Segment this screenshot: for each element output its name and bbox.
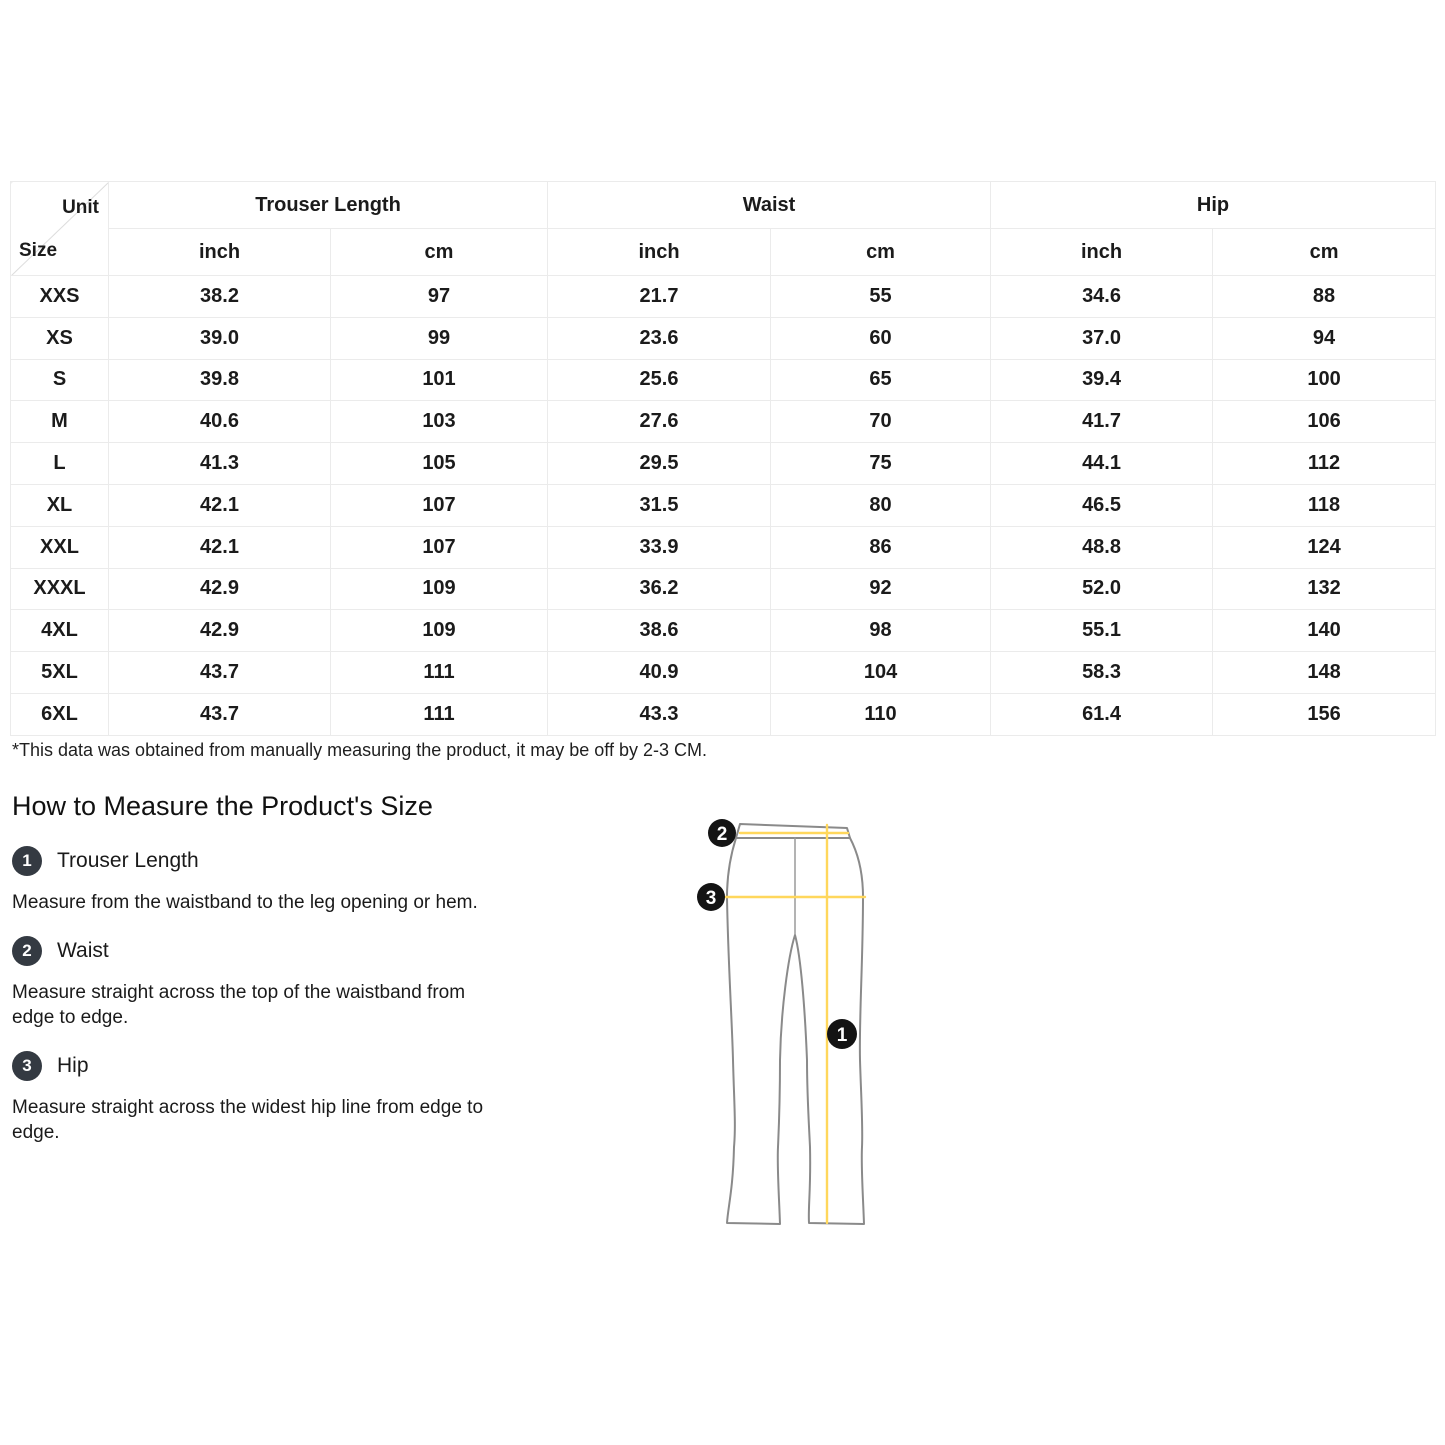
measurement-cell: 43.3 [548,693,771,735]
corner-unit-label: Unit [62,197,99,218]
size-cell: L [11,443,109,485]
measurement-cell: 104 [771,652,991,694]
measuring-guide [12,789,572,1145]
diagram-marker-1-label: 1 [836,1025,848,1046]
measurement-cell: 80 [771,484,991,526]
size-cell: XXXL [11,568,109,610]
measurement-cell: 94 [1213,317,1436,359]
measurement-cell: 132 [1213,568,1436,610]
measurement-cell: 48.8 [991,526,1213,568]
unit-header-hip-inch: inch [991,229,1213,276]
measurement-cell: 107 [331,526,548,568]
measurement-cell: 29.5 [548,443,771,485]
unit-header-waist-inch: inch [548,229,771,276]
measurement-cell: 55.1 [991,610,1213,652]
guide-item-trouser-length [12,846,572,876]
table-row-s [11,359,1436,401]
measurement-cell: 98 [771,610,991,652]
table-row-5xl [11,652,1436,694]
measurement-cell: 101 [331,359,548,401]
measurement-cell: 39.0 [109,317,331,359]
measurement-cell: 88 [1213,276,1436,318]
measurement-cell: 97 [331,276,548,318]
guide-item-label: Hip [57,1054,89,1078]
guide-item-hip [12,1051,572,1081]
unit-header-hip-cm: cm [1213,229,1436,276]
measurement-cell: 33.9 [548,526,771,568]
table-row-l [11,443,1436,485]
measurement-cell: 111 [331,652,548,694]
group-header-waist: Waist [548,182,991,229]
table-row-4xl [11,610,1436,652]
measurement-cell: 110 [771,693,991,735]
measurement-cell: 105 [331,443,548,485]
measurement-cell: 107 [331,484,548,526]
measurement-cell: 42.1 [109,484,331,526]
size-cell: XXS [11,276,109,318]
measurement-cell: 23.6 [548,317,771,359]
size-cell: S [11,359,109,401]
size-cell: 4XL [11,610,109,652]
measurement-cell: 34.6 [991,276,1213,318]
unit-header-trouser-length-cm: cm [331,229,548,276]
unit-header-trouser-length-inch: inch [109,229,331,276]
measurement-cell: 42.9 [109,568,331,610]
guide-item-waist [12,936,572,966]
corner-size-label: Size [19,240,58,261]
table-footnote: *This data was obtained from manually measuring the product, it may be off by 2-3 CM. [12,740,708,760]
measurement-cell: 42.1 [109,526,331,568]
measurement-cell: 124 [1213,526,1436,568]
table-row-xxl [11,526,1436,568]
measurement-cell: 40.9 [548,652,771,694]
measurement-cell: 39.4 [991,359,1213,401]
measurement-cell: 44.1 [991,443,1213,485]
diagram-marker-3-label: 3 [705,888,717,909]
table-row-xxs [11,276,1436,318]
measurement-cell: 118 [1213,484,1436,526]
measurement-cell: 27.6 [548,401,771,443]
size-cell: XS [11,317,109,359]
unit-header-waist-cm: cm [771,229,991,276]
measurement-cell: 109 [331,610,548,652]
measurement-cell: 31.5 [548,484,771,526]
measurement-cell: 156 [1213,693,1436,735]
measurement-cell: 99 [331,317,548,359]
size-cell: XXL [11,526,109,568]
corner-cell [11,182,109,276]
measurement-cell: 75 [771,443,991,485]
guide-item-label: Waist [57,939,109,963]
table-row-xs [11,317,1436,359]
measurement-cell: 111 [331,693,548,735]
measurement-cell: 61.4 [991,693,1213,735]
measurement-cell: 46.5 [991,484,1213,526]
measurement-cell: 106 [1213,401,1436,443]
size-table-body [11,276,1436,736]
measurement-cell: 42.9 [109,610,331,652]
diagram-markers [697,819,857,1049]
group-header-row [11,182,1436,229]
measurement-cell: 92 [771,568,991,610]
unit-header-row [11,229,1436,276]
size-cell: 6XL [11,693,109,735]
measurement-cell: 25.6 [548,359,771,401]
table-row-xl [11,484,1436,526]
trouser-measure-diagram [680,795,900,1245]
guide-item-description: Measure from the waistband to the leg opening or hem. [12,892,478,914]
measurement-cell: 148 [1213,652,1436,694]
measurement-cell: 103 [331,401,548,443]
table-row-xxxl [11,568,1436,610]
measurement-cell: 140 [1213,610,1436,652]
guide-item-description: Measure straight across the top of the waistband from edge to edge. [12,982,466,1029]
measurement-cell: 21.7 [548,276,771,318]
measurement-cell: 70 [771,401,991,443]
measurement-cell: 60 [771,317,991,359]
measurement-cell: 37.0 [991,317,1213,359]
group-header-trouser-length: Trouser Length [109,182,548,229]
measurement-cell: 36.2 [548,568,771,610]
guide-title: How to Measure the Product's Size [12,791,433,821]
table-row-6xl [11,693,1436,735]
measurement-cell: 58.3 [991,652,1213,694]
size-cell: 5XL [11,652,109,694]
guide-item-description: Measure straight across the widest hip line from edge to edge. [12,1097,484,1144]
size-cell: M [11,401,109,443]
measurement-cell: 112 [1213,443,1436,485]
measurement-cell: 43.7 [109,652,331,694]
measurement-cell: 39.8 [109,359,331,401]
size-cell: XL [11,484,109,526]
measurement-cell: 40.6 [109,401,331,443]
measurement-cell: 109 [331,568,548,610]
number-badge-2: 2 [12,936,42,966]
guide-item-label: Trouser Length [57,849,199,873]
number-badge-1: 1 [12,846,42,876]
measurement-cell: 65 [771,359,991,401]
measurement-cell: 41.3 [109,443,331,485]
diagram-marker-2-label: 2 [716,824,728,845]
number-badge-3: 3 [12,1051,42,1081]
measurement-cell: 38.2 [109,276,331,318]
measurement-cell: 100 [1213,359,1436,401]
size-chart-table [10,181,1436,736]
measurement-cell: 86 [771,526,991,568]
measurement-cell: 52.0 [991,568,1213,610]
measurement-cell: 55 [771,276,991,318]
measurement-cell: 41.7 [991,401,1213,443]
measurement-cell: 38.6 [548,610,771,652]
table-row-m [11,401,1436,443]
group-header-hip: Hip [991,182,1436,229]
measurement-cell: 43.7 [109,693,331,735]
